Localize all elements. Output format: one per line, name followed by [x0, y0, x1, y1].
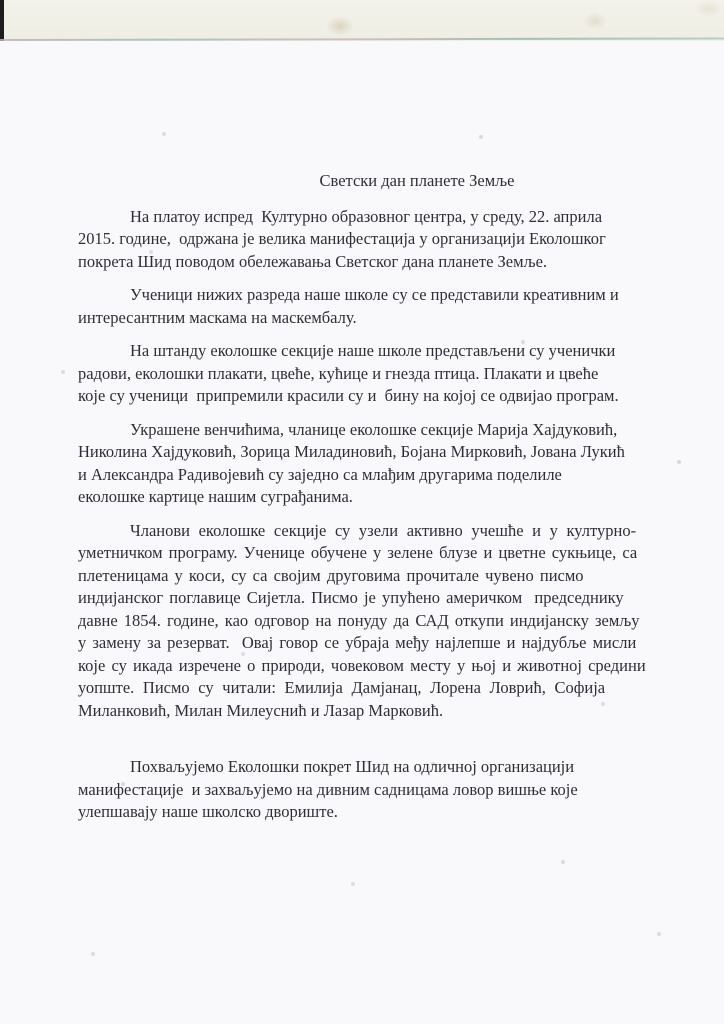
document-content: [78, 170, 656, 835]
text-line: Николина Хајдуковић, Зорица Миладиновић, Бојана Мирковић, Јована Лукић: [78, 442, 625, 461]
scan-smudge: [583, 12, 607, 30]
text-line: Украшене венчићима, чланице еколошке секције Марија Хајдуковић,: [130, 419, 618, 439]
paragraph-1: [78, 206, 656, 274]
text-line: интересантним маскама на маскембалу.: [78, 307, 357, 327]
text-line: у замену за резерват. Овај говор се убраја међу најлепше и најдубље мисли: [78, 633, 637, 652]
text-line: Чланови еколошке секције су узели активно учешће и у културно-: [130, 520, 637, 540]
text-line: Ученици нижих разреда наше школе су се представили креативним и: [130, 285, 619, 304]
text-line: плетеницама у коси, су са својим друговима прочитале чувено писмо: [78, 565, 584, 585]
paragraph-3: [78, 340, 656, 408]
scan-smudge: [694, 1, 722, 17]
text-line: уметничком програму. Ученице обучене у зелене блузе и цветне сукњице, са: [78, 543, 638, 562]
paragraph-4: [78, 419, 656, 509]
text-line: 2015. године, одржана је велика манифестација у организацији Еколошког: [78, 229, 606, 248]
text-line: и Александра Радивојевић су заједно са млађим другарима поделиле: [78, 464, 562, 484]
text-line: уопште. Писмо су читали: Емилија Дамјанац, Лорена Ловрић, Софија: [78, 678, 606, 697]
text-line: које су ученици припремили красили су и бину на којој се одвијао програм.: [78, 386, 619, 405]
scanner-background: [0, 0, 724, 40]
scan-edge-shadow: [0, 0, 4, 41]
text-line: еколошке картице нашим суграђанима.: [78, 487, 353, 506]
text-line: На штанду еколошке секције наше школе представљени су ученички: [130, 341, 616, 360]
paper: [0, 41, 724, 1024]
text-line: На платоу испред Културно образовног центра, у среду, 22. априла: [130, 206, 603, 226]
paragraph-5: [78, 520, 656, 723]
text-line: покрета Шид поводом обележавања Светског дана планете Земље.: [78, 251, 548, 271]
scan-smudge: [326, 16, 354, 36]
document-title: Светски дан планете Земље: [319, 171, 515, 190]
paragraph-2: [78, 284, 656, 329]
scan-speckles: [0, 41, 2, 43]
text-line: манифестације и захваљујемо на дивним садницама ловор вишње које: [78, 779, 578, 799]
text-line: Миланковић, Милан Милеуснић и Лазар Марковић.: [78, 700, 444, 720]
text-line: давне 1854. године, као одговор на понуду да САД откупи индијанску земљу: [78, 610, 640, 630]
paragraph-6: [78, 756, 656, 824]
text-line: радови, еколошки плакати, цвеће, кућице и гнезда птица. Плакати и цвеће: [78, 363, 599, 383]
text-line: Похваљујемо Еколошки покрет Шид на одличној организацији: [130, 757, 575, 776]
text-line: индијанског поглавице Сијетла. Писмо је упућено америчком председнику: [78, 588, 624, 607]
text-line: које су икада изречене о природи, човековом месту у њој и животној средини: [78, 655, 646, 675]
text-line: улепшавају наше школско двориште.: [78, 802, 338, 821]
